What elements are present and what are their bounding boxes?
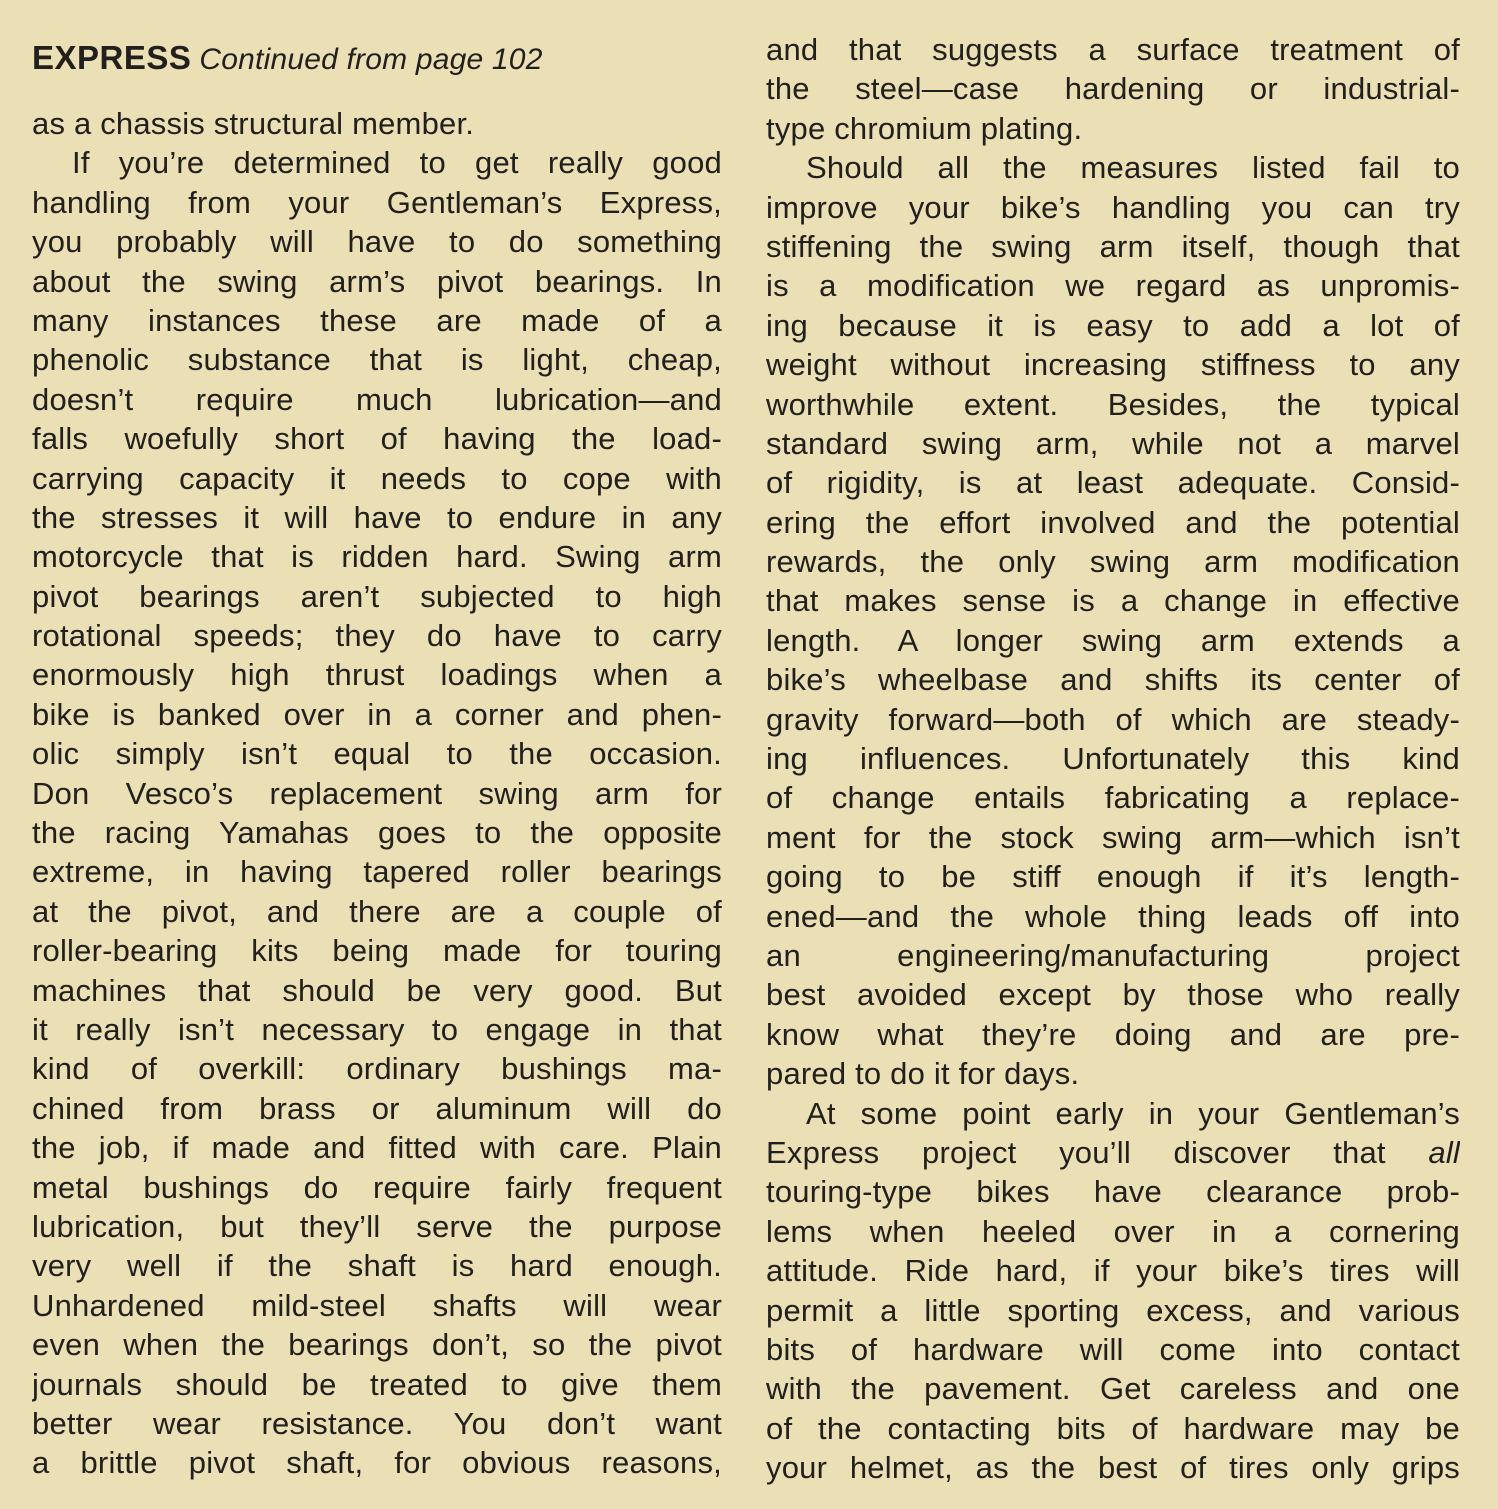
text-line: phenolic substance that is light, cheap, <box>32 342 722 378</box>
text-line: stiffening the swing arm itself, though that <box>766 228 1460 264</box>
text-line: at the pivot, and there are a couple of <box>32 893 722 929</box>
right-column-text <box>766 30 1460 1487</box>
text-line: lubrication, but they’ll serve the purpose <box>32 1208 722 1244</box>
text-line: olic simply isn’t equal to the occasion. <box>32 736 722 772</box>
left-column <box>32 0 722 1483</box>
text-line: with the pavement. Get careless and one <box>766 1371 1460 1407</box>
text-line: bits of hardware will come into contact <box>766 1331 1460 1367</box>
text-line: is a modification we regard as unpromis- <box>766 268 1460 304</box>
text-line: improve your bike’s handling you can try <box>766 189 1460 225</box>
text-line: ment for the stock swing arm—which isn’t <box>766 819 1460 855</box>
text-line: At some point early in your Gentleman’s <box>806 1095 1460 1131</box>
text-line: the stresses it will have to endure in any <box>32 499 722 535</box>
text-line: going to be stiff enough if it’s length- <box>766 859 1460 895</box>
text-line: Unhardened mild-steel shafts will wear <box>32 1287 722 1323</box>
text-line: Should all the measures listed fail to <box>806 150 1460 186</box>
text-line: pivot bearings aren’t subjected to high <box>32 578 722 614</box>
text-line: best avoided except by those who really <box>766 977 1460 1013</box>
text-line: many instances these are made of a <box>32 302 722 338</box>
text-line: ing because it is easy to add a lot of <box>766 307 1460 343</box>
article-kicker: EXPRESS <box>32 39 192 76</box>
text-line: falls woefully short of having the load- <box>32 421 722 457</box>
text-line: the steel—case hardening or industrial- <box>766 71 1460 107</box>
text-line: you probably will have to do something <box>32 224 722 260</box>
text-line: your helmet, as the best of tires only grips <box>766 1450 1460 1486</box>
text-line: even when the bearings don’t, so the pivot <box>32 1327 722 1363</box>
text-line: roller-bearing kits being made for touring <box>32 933 722 969</box>
text-line: handling from your Gentleman’s Express, <box>32 184 722 220</box>
text-line: the racing Yamahas goes to the opposite <box>32 815 722 851</box>
text-line: lems when heeled over in a cornering <box>766 1213 1460 1249</box>
text-line: If you’re determined to get really good <box>72 145 722 181</box>
text-line: a brittle pivot shaft, for obvious reasons, <box>32 1445 722 1481</box>
text-line: bike is banked over in a corner and phen- <box>32 696 722 732</box>
text-line: Express project you’ll discover that all <box>766 1134 1460 1170</box>
text-line: gravity forward—both of which are steady- <box>766 701 1460 737</box>
text-line: doesn’t require much lubrication—and <box>32 381 722 417</box>
text-line: pared to do it for days. <box>766 1056 1080 1092</box>
text-line: ing influences. Unfortunately this kind <box>766 741 1460 777</box>
text-line: that makes sense is a change in effective <box>766 583 1460 619</box>
text-line: as a chassis structural member. <box>32 106 475 141</box>
text-line: very well if the shaft is hard enough. <box>32 1248 722 1284</box>
text-line: of change entails fabricating a replace- <box>766 780 1460 816</box>
text-line: touring-type bikes have clearance prob- <box>766 1174 1460 1210</box>
right-column <box>766 0 1460 1487</box>
text-line: kind of overkill: ordinary bushings ma- <box>32 1051 722 1087</box>
text-line: machines that should be very good. But <box>32 972 722 1008</box>
text-line: Don Vesco’s replacement swing arm for <box>32 775 722 811</box>
text-line: standard swing arm, while not a marvel <box>766 425 1460 461</box>
text-line: extreme, in having tapered roller bearings <box>32 854 722 890</box>
text-line: ering the effort involved and the potential <box>766 504 1460 540</box>
text-line: worthwhile extent. Besides, the typical <box>766 386 1460 422</box>
text-line: attitude. Ride hard, if your bike’s tires will <box>766 1253 1460 1289</box>
text-line: rotational speeds; they do have to carry <box>32 618 722 654</box>
text-line: about the swing arm’s pivot bearings. In <box>32 263 722 299</box>
text-line: rewards, the only swing arm modification <box>766 544 1460 580</box>
text-line: permit a little sporting excess, and various <box>766 1292 1460 1328</box>
text-line: it really isn’t necessary to engage in that <box>32 1011 722 1047</box>
text-line: of rigidity, is at least adequate. Consid- <box>766 465 1460 501</box>
text-line: metal bushings do require fairly frequent <box>32 1169 722 1205</box>
continued-note: Continued from page 102 <box>199 43 543 76</box>
text-line: ened—and the whole thing leads off into <box>766 898 1460 934</box>
text-line: type chromium plating. <box>766 110 1083 146</box>
text-line: chined from brass or aluminum will do <box>32 1090 722 1126</box>
text-line: motorcycle that is ridden hard. Swing arm <box>32 539 722 575</box>
emphasis: all <box>1428 1134 1460 1170</box>
text-line: bike’s wheelbase and shifts its center of <box>766 662 1460 698</box>
text-line: of the contacting bits of hardware may be <box>766 1410 1460 1446</box>
text-line: know what they’re doing and are pre- <box>766 1016 1460 1052</box>
text-line: enormously high thrust loadings when a <box>32 657 722 693</box>
left-column-text <box>32 104 722 1483</box>
text-line: better wear resistance. You don’t want <box>32 1405 722 1441</box>
article-heading <box>32 0 722 86</box>
text-line: the job, if made and fitted with care. Plain <box>32 1130 722 1166</box>
text-line: carrying capacity it needs to cope with <box>32 460 722 496</box>
text-line: an engineering/manufacturing project <box>766 937 1460 973</box>
text-line: and that suggests a surface treatment of <box>766 32 1460 67</box>
text-line: journals should be treated to give them <box>32 1366 722 1402</box>
text-line: weight without increasing stiffness to any <box>766 347 1460 383</box>
text-line: length. A longer swing arm extends a <box>766 622 1460 658</box>
